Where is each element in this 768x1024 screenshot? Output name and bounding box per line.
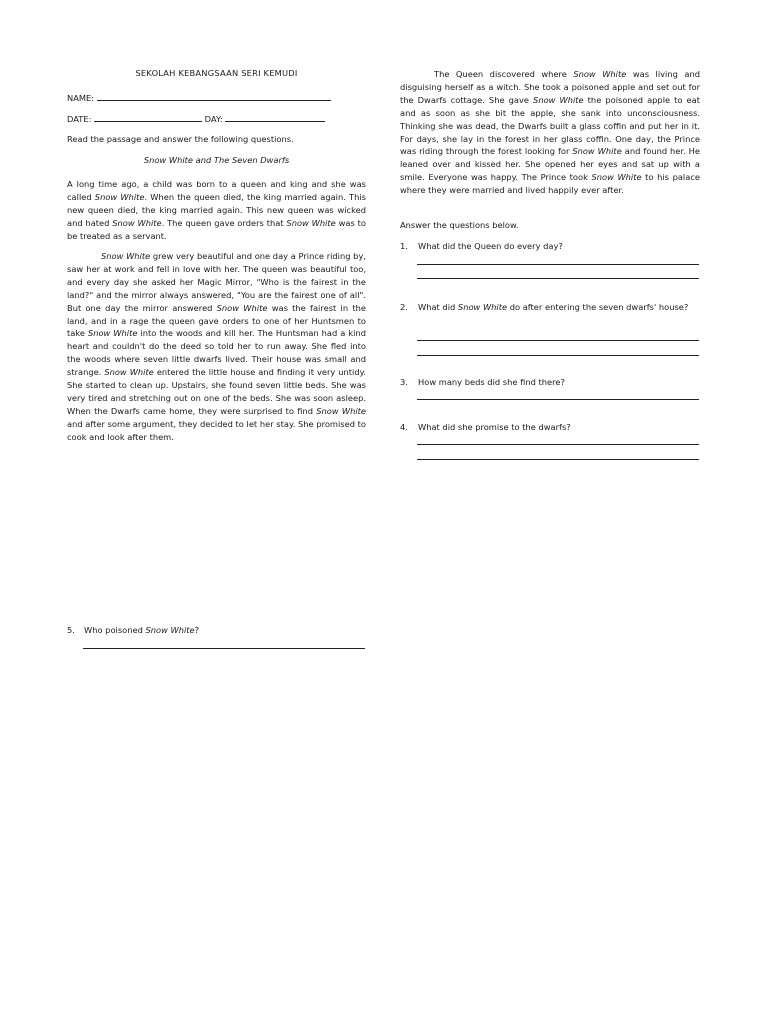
answer-line-3[interactable] [417, 399, 699, 400]
question-text: What did Snow White do after entering the seven dwarfs' house? [418, 302, 689, 312]
question-4 [400, 421, 700, 434]
answer-line-1b[interactable] [417, 278, 699, 279]
question-text: What did she promise to the dwarfs? [418, 422, 571, 432]
question-text: What did the Queen do every day? [418, 241, 563, 251]
question-text: Who poisoned Snow White? [84, 625, 200, 635]
answer-line-5[interactable] [83, 648, 365, 649]
question-number: 2. [400, 302, 408, 312]
date-blank[interactable] [94, 113, 202, 122]
answer-heading: Answer the questions below. [400, 220, 519, 230]
date-day-fields [67, 113, 325, 126]
answer-line-4a[interactable] [417, 444, 699, 445]
answer-line-1a[interactable] [417, 264, 699, 265]
question-3 [400, 376, 700, 389]
name-field[interactable] [67, 92, 331, 105]
question-5 [67, 624, 366, 637]
question-number: 1. [400, 241, 408, 251]
day-blank[interactable] [225, 113, 325, 122]
day-label: DAY: [204, 114, 223, 124]
answer-line-4b[interactable] [417, 459, 699, 460]
name-label: NAME: [67, 93, 95, 103]
instruction: Read the passage and answer the following questions. [67, 134, 294, 144]
question-number: 3. [400, 377, 408, 387]
passage-paragraph-2: Snow White grew very beautiful and one day a Prince riding by, saw her at work and fell in love with her. The queen was beautiful too, and every day she asked her Magic Mirror, "Who is the fairest in the land?" and the mirror always answered, "You are the fairest one of all". But one day the mirror answered Snow White was the fairest in the land, and in a rage the queen gave orders to one of her Huntsmen to take Snow White into the woods and kill her. The Huntsman had a kind heart and couldn't do the deed so told her to run away. She fled into the woods where seven little dwarfs lived. Their house was small and strange. Snow White entered the little house and finding it very untidy. She started to clean up. Upstairs, she found seven little beds. She was very tired and stretching out on one of the beds. She was soon asleep. When the Dwarfs came home, they were surprised to find Snow White and after some argument, they decided to let her stay. She promised to cook and look after them. [67, 251, 367, 442]
answer-line-2a[interactable] [417, 340, 699, 341]
answer-line-2b[interactable] [417, 355, 699, 356]
question-text: How many beds did she find there? [418, 377, 565, 387]
question-number: 5. [67, 625, 75, 635]
story-title: Snow White and The Seven Dwarfs [143, 155, 290, 165]
school-name: SEKOLAH KEBANGSAAN SERI KEMUDI [135, 68, 298, 78]
question-number: 4. [400, 422, 408, 432]
passage-paragraph-1: A long time ago, a child was born to a queen and king and she was called Snow White. When the queen died, the king married again. This new queen died, the king married again. This new queen was wicked and hated Snow White. The queen gave orders that Snow White was to be treated as a servant. [67, 179, 367, 241]
question-2 [400, 301, 700, 314]
date-label: DATE: [67, 114, 92, 124]
question-1 [400, 240, 700, 253]
name-blank[interactable] [97, 92, 331, 101]
passage-paragraph-3: The Queen discovered where Snow White was living and disguising herself as a witch. She took a poisoned apple and set out for the Dwarfs cottage. She gave Snow White the poisoned apple to eat and as soon as she bit the apple, she sank into unconsciousness. Thinking she was dead, the Dwarfs built a glass coffin and put her in it. For days, she lay in the forest in her glass coffin. One day, the Prince was riding through the forest looking for Snow White and found her. He leaned over and kissed her. She opened her eyes and sat up with a smile. Everyone was happy. The Prince took Snow White to his palace where they were married and lived happily ever after. [400, 69, 700, 196]
